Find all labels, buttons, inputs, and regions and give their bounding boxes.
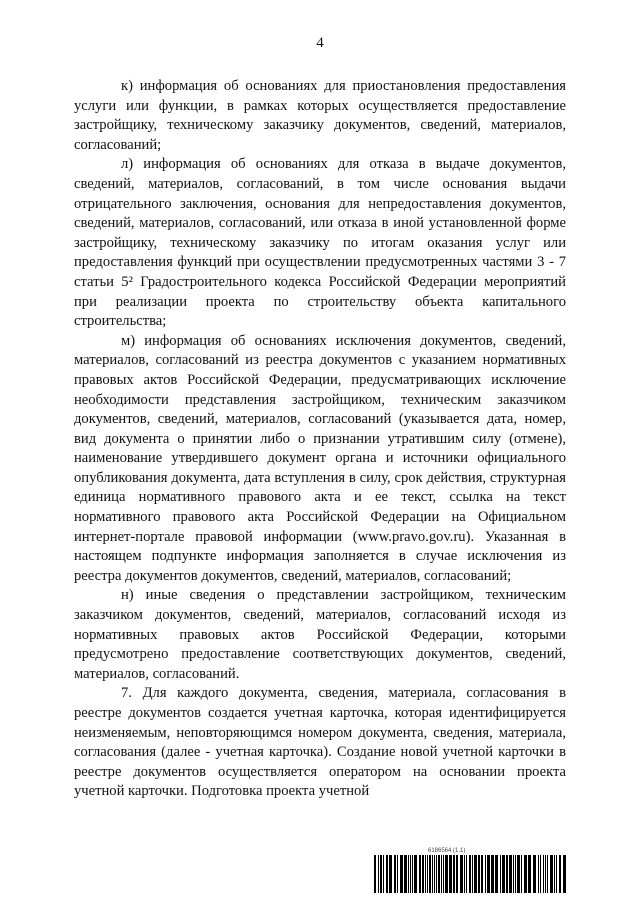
- paragraph-l: л) информация об основаниях для отказа в выдаче документов, сведений, материалов, согласований, в том числе основания выдачи отрицательного заключения, основания для непредоставления документов, сведений, материалов, согласований, или отказа в иной установленной форме застройщику, техническому заказчику по итогам оказания услуг или предоставления функций при осуществлении предусмотренных частями 3 - 7 статьи 5² Градостроительного кодекса Российской Федерации мероприятий при реализации проекта по строительству объекта капитального строительства;: [74, 156, 566, 330]
- barcode-icon: [373, 855, 567, 893]
- page-number: 4: [316, 35, 324, 51]
- paragraph-n: н) иные сведения о представлении застройщиком, техническим заказчиком документов, сведений, материалов, согласований исходя из нормативных правовых актов Российской Федерации, которыми предусмотрено предоставление соответствующих документов, сведений, материалов, согласований.: [74, 587, 566, 682]
- barcode-code: 6186564 (1.1): [428, 848, 466, 854]
- paragraph-7: 7. Для каждого документа, сведения, материала, согласования в реестре документов создается учетная карточка, которая идентифицируется неизменяемым, неповторяющимся номером документа, сведения, материала, согласования (далее - учетная карточка). Создание новой учетной карточки в реестре документов осуществляется оператором на основании проекта учетной карточки. Подготовка проекта учетной: [74, 685, 566, 800]
- document-barcode: [373, 847, 567, 893]
- paragraph-k: к) информация об основаниях для приостановления предоставления услуги или функции, в рамках которых осуществляется предоставление застройщику, техническому заказчику документов, сведений, материалов, согласований;: [74, 78, 566, 153]
- document-body: [74, 77, 566, 802]
- paragraph-m: м) информация об основаниях исключения документов, сведений, материалов, согласований из реестра документов с указанием нормативных правовых актов Российской Федерации, предусматривающих исключение необходимости представления застройщиком, техническим заказчиком документов, сведений, материалов, согласований (указывается дата, номер, вид документа о принятии либо о признании утратившим силу (отмене), наименование утвердившего документ органа и источники официального опубликования документа, дата вступления в силу, срок действия, структурная единица нормативного правового акта и ее текст, ссылка на текст нормативного правового акта Российской Федерации на Официальном интернет-портале правовой информации (www.pravo.gov.ru). Указанная в настоящем подпункте информация заполняется в случае исключения из реестра документов документов, сведений, материалов, согласований;: [74, 332, 566, 584]
